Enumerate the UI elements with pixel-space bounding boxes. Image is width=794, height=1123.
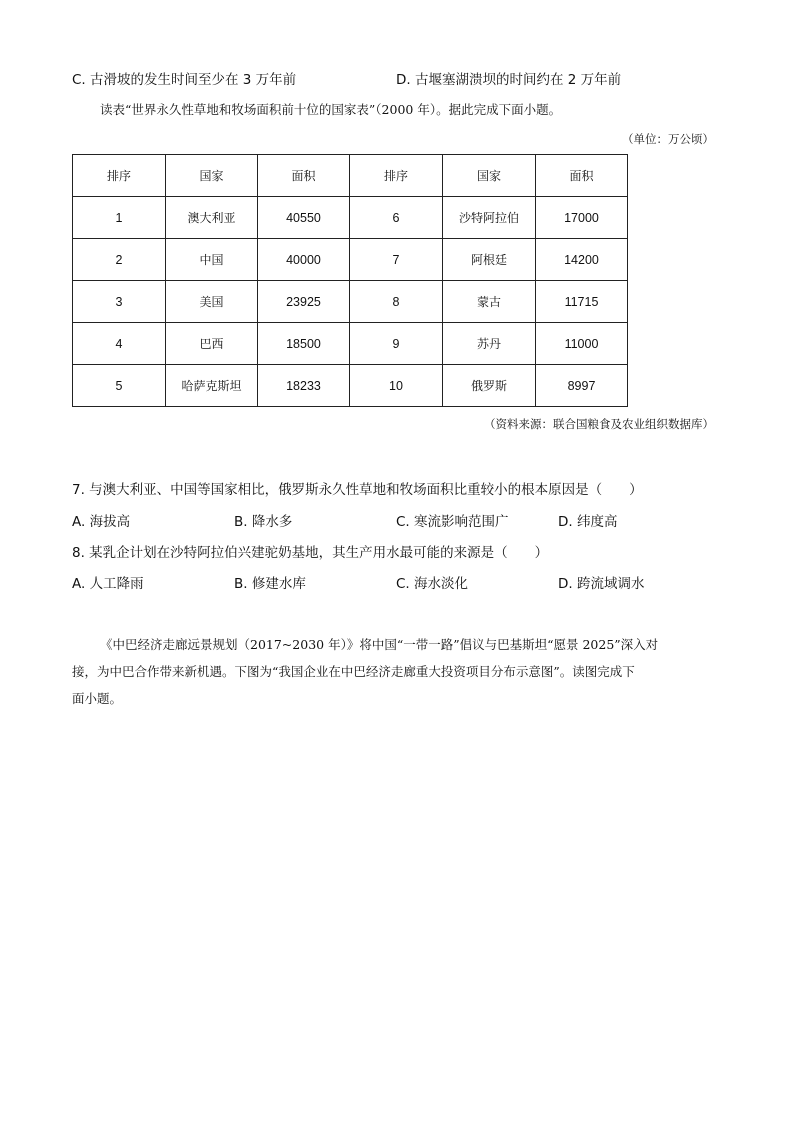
cell-rank: 10 <box>350 365 443 407</box>
table-header-row <box>73 155 628 197</box>
q8-option-d: D. 跨流域调水 <box>558 576 645 592</box>
header-country-2: 国家 <box>443 155 536 197</box>
option-c-prev: C. 古滑坡的发生时间至少在 3 万年前 <box>72 72 297 88</box>
cell-country: 阿根廷 <box>443 239 536 281</box>
cell-rank: 7 <box>350 239 443 281</box>
passage-line-3: 面小题。 <box>72 691 123 706</box>
cell-area: 40000 <box>258 239 350 281</box>
passage-line-2: 接，为中巴合作带来新机遇。下图为“我国企业在中巴经济走廊重大投资项目分布示意图”。读图完成下 <box>72 664 635 679</box>
cell-area: 11715 <box>536 281 628 323</box>
cell-rank: 3 <box>73 281 166 323</box>
header-rank-1: 排序 <box>73 155 166 197</box>
q8-option-a: A. 人工降雨 <box>72 576 144 592</box>
table-row <box>73 239 628 281</box>
cell-rank: 8 <box>350 281 443 323</box>
cell-country: 俄罗斯 <box>443 365 536 407</box>
cell-rank: 2 <box>73 239 166 281</box>
cell-rank: 6 <box>350 197 443 239</box>
cell-country: 澳大利亚 <box>166 197 258 239</box>
data-source: （资料来源：联合国粮食及农业组织数据库） <box>484 417 714 431</box>
cell-rank: 5 <box>73 365 166 407</box>
cell-country: 哈萨克斯坦 <box>166 365 258 407</box>
cell-area: 17000 <box>536 197 628 239</box>
table-row <box>73 323 628 365</box>
header-area-2: 面积 <box>536 155 628 197</box>
cell-rank: 1 <box>73 197 166 239</box>
cell-rank: 4 <box>73 323 166 365</box>
header-rank-2: 排序 <box>350 155 443 197</box>
unit-note: （单位：万公顷） <box>622 132 714 146</box>
cell-rank: 9 <box>350 323 443 365</box>
table-row <box>73 281 628 323</box>
grassland-table <box>72 154 628 407</box>
q7-option-c: C. 寒流影响范围广 <box>396 514 509 530</box>
option-d-prev: D. 古堰塞湖溃坝的时间约在 2 万年前 <box>396 72 622 88</box>
q8-option-b: B. 修建水库 <box>234 576 306 592</box>
question-7-stem: 7. 与澳大利亚、中国等国家相比，俄罗斯永久性草地和牧场面积比重较小的根本原因是（ ） <box>72 482 643 498</box>
table-row <box>73 365 628 407</box>
table-intro: 读表“世界永久性草地和牧场面积前十位的国家表”（2000 年）。据此完成下面小题。 <box>100 102 562 117</box>
q7-option-b: B. 降水多 <box>234 514 293 530</box>
q7-option-a: A. 海拔高 <box>72 514 131 530</box>
question-8-stem: 8. 某乳企计划在沙特阿拉伯兴建驼奶基地，其生产用水最可能的来源是（ ） <box>72 545 549 561</box>
table-row <box>73 197 628 239</box>
cell-area: 11000 <box>536 323 628 365</box>
cell-area: 40550 <box>258 197 350 239</box>
header-country-1: 国家 <box>166 155 258 197</box>
cell-country: 沙特阿拉伯 <box>443 197 536 239</box>
cell-country: 美国 <box>166 281 258 323</box>
cell-country: 巴西 <box>166 323 258 365</box>
q7-option-d: D. 纬度高 <box>558 514 618 530</box>
q8-option-c: C. 海水淡化 <box>396 576 469 592</box>
cell-country: 蒙古 <box>443 281 536 323</box>
cell-country: 中国 <box>166 239 258 281</box>
cell-area: 8997 <box>536 365 628 407</box>
cell-area: 23925 <box>258 281 350 323</box>
cell-area: 18500 <box>258 323 350 365</box>
cell-area: 14200 <box>536 239 628 281</box>
cell-country: 苏丹 <box>443 323 536 365</box>
header-area-1: 面积 <box>258 155 350 197</box>
cell-area: 18233 <box>258 365 350 407</box>
passage-line-1: 《中巴经济走廊远景规划（2017~2030 年）》将中国“一带一路”倡议与巴基斯坦“愿景 2025”深入对 <box>100 637 659 652</box>
